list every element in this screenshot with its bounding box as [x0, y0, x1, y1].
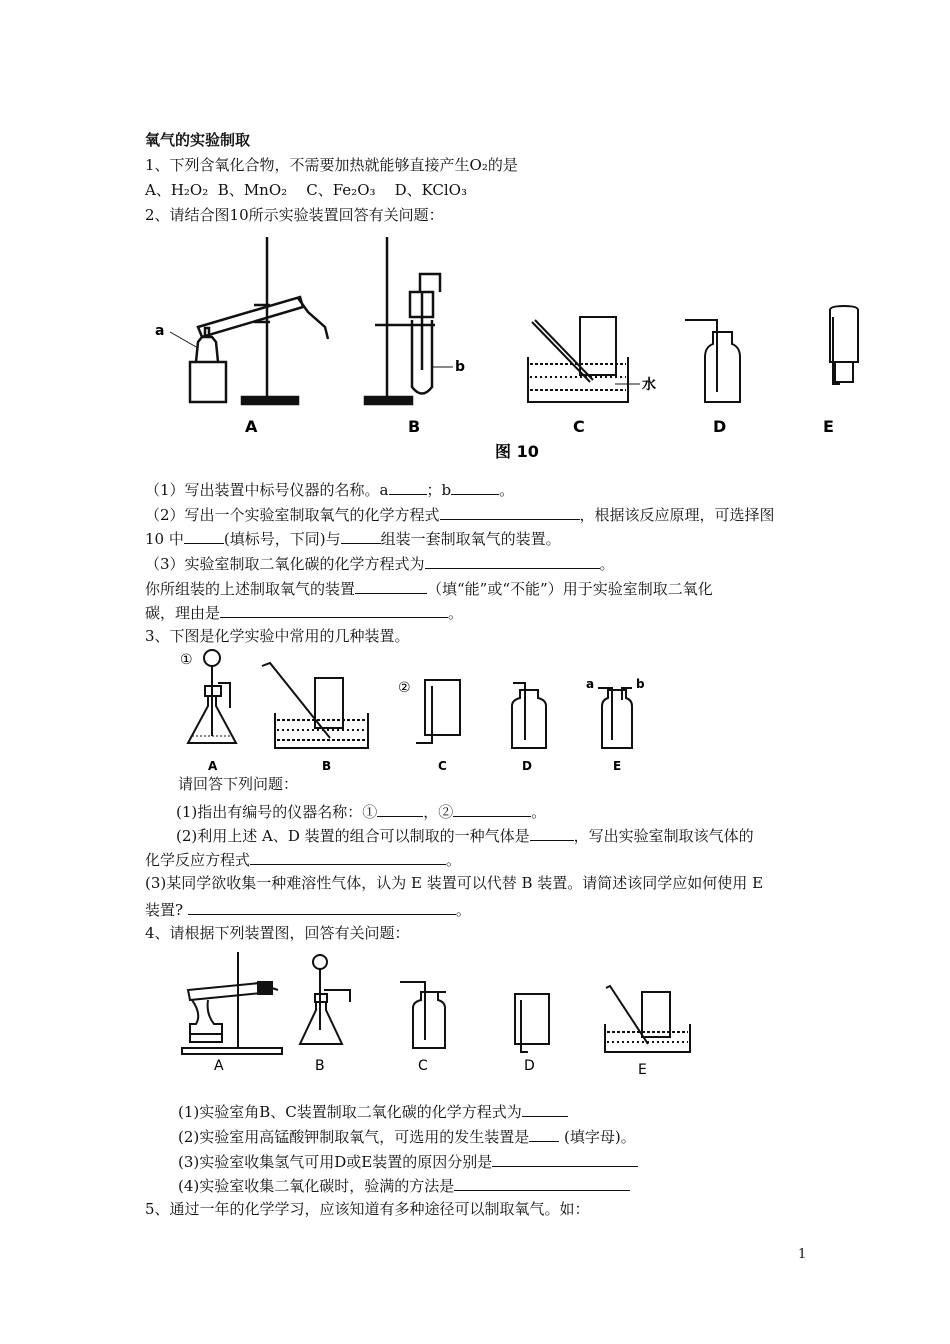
pointer-a	[170, 332, 198, 348]
q4-label-a: A	[214, 1058, 224, 1074]
blank-a[interactable]	[389, 478, 427, 495]
q1-option-b: B、MnO₂	[217, 181, 288, 199]
figure-q3	[170, 648, 690, 773]
q4-apparatus-c	[400, 982, 446, 1048]
q3-label-c: C	[438, 759, 447, 773]
q3-part2-line2: 化学反应方程式 。	[145, 848, 461, 870]
blank-q4-check-full[interactable]	[454, 1174, 630, 1191]
blank-q4-generator[interactable]	[529, 1125, 559, 1142]
page-number: 1	[798, 1247, 807, 1262]
q3-part3-line1: (3)某同学欲收集一种难溶性气体，认为 E 装置可以代替 B 装置。请简述该同学应如何使用 E	[145, 874, 764, 892]
q2-part4-line1: 你所组装的上述制取氧气的装置 （填“能”或“不能”）用于实验室制取二氧化	[145, 577, 713, 599]
q3-marker-b: b	[636, 677, 645, 691]
q3-apparatus-a	[188, 650, 236, 743]
blank-can-or-not[interactable]	[355, 577, 427, 594]
q4-stem: 4、请根据下列装置图，回答有关问题：	[145, 924, 410, 942]
figure-caption: 图 10	[495, 442, 539, 461]
blank-oxygen-equation[interactable]	[440, 503, 580, 520]
apparatus-d	[685, 320, 740, 402]
q4-label-e: E	[638, 1062, 647, 1078]
blank-b[interactable]	[451, 478, 499, 495]
q3-apparatus-c	[416, 680, 460, 743]
q3-apparatus-e	[598, 688, 632, 748]
apparatus-b	[365, 237, 440, 404]
apparatus-c	[528, 317, 640, 402]
figure-q4	[178, 952, 698, 1082]
blank-generator[interactable]	[184, 527, 224, 544]
blank-reason[interactable]	[220, 601, 448, 618]
q3-part2-line1: (2)利用上述 A、D 装置的组合可以制取的一种气体是 ，写出实验室制取该气体的	[176, 824, 754, 846]
q4-apparatus-a	[182, 952, 282, 1054]
marker-2: ②	[398, 680, 411, 696]
blank-collector[interactable]	[341, 527, 381, 544]
figure-10	[150, 232, 870, 462]
blank-instrument-2[interactable]	[453, 800, 531, 817]
q4-apparatus-b	[300, 955, 350, 1044]
q3-label-d: D	[522, 759, 532, 773]
q4-label-c: C	[418, 1058, 428, 1074]
q3-apparatus-b	[262, 663, 368, 748]
q4-label-d: D	[524, 1058, 535, 1074]
q2-stem: 2、请结合图10所示实验装置回答有关问题：	[145, 206, 444, 224]
blank-gas[interactable]	[530, 824, 574, 841]
q3-label-e: E	[613, 759, 622, 773]
page-title: 氧气的实验制取	[145, 131, 251, 149]
q1-options	[145, 180, 467, 200]
blank-q4-co2-equation[interactable]	[522, 1100, 568, 1117]
q1-option-c: C、Fe₂O₃	[306, 181, 376, 199]
q2-part3: （3）实验室制取二氧化碳的化学方程式为 。	[145, 552, 615, 574]
label-b: B	[408, 417, 421, 436]
q1-option-d: D、KClO₃	[394, 181, 467, 199]
q3-part1: (1)指出有编号的仪器名称：① ，② 。	[176, 800, 546, 822]
q5-stem: 5、通过一年的化学学习，应该知道有多种途径可以制取氧气。如：	[145, 1200, 590, 1218]
q4-part2: (2)实验室用高锰酸钾制取氧气，可选用的发生装置是 (填字母)。	[178, 1125, 636, 1147]
q1-stem: 1、下列含氧化合物，不需要加热就能够直接产生O₂的是	[145, 156, 518, 174]
q2-part1: （1）写出装置中标号仪器的名称。a ；b 。	[145, 478, 514, 500]
blank-use-e[interactable]	[188, 898, 456, 915]
q4-apparatus-d	[515, 994, 549, 1052]
q2-part2-line1: （2）写出一个实验室制取氧气的化学方程式 ，根据该反应原理，可选择图	[145, 503, 775, 525]
water-label: 水	[642, 377, 656, 393]
blank-q4-hydrogen-reason[interactable]	[492, 1150, 638, 1167]
q4-apparatus-e	[605, 986, 690, 1052]
apparatus-e	[830, 306, 858, 384]
q3-label-b: B	[322, 759, 332, 773]
q4-label-b: B	[315, 1058, 325, 1074]
blank-co2-equation[interactable]	[425, 552, 600, 569]
label-d: D	[713, 417, 727, 436]
q4-part3: (3)实验室收集氢气可用D或E装置的原因分别是	[178, 1150, 638, 1172]
q1-option-a: A、H₂O₂	[145, 181, 209, 199]
q3-part3-line2: 装置? 。	[145, 898, 471, 920]
marker-1: ①	[180, 652, 193, 668]
apparatus-a	[190, 237, 328, 404]
q4-part4: (4)实验室收集二氧化碳时，验满的方法是	[178, 1174, 630, 1196]
blank-instrument-1[interactable]	[377, 800, 423, 817]
q2-part4-line2: 碳，理由是 。	[145, 601, 463, 623]
blank-gas-equation[interactable]	[250, 848, 446, 865]
label-a: A	[245, 417, 258, 436]
label-e: E	[823, 417, 834, 436]
label-c: C	[573, 417, 585, 436]
q2-part2-line2: 10 中 (填标号，下同)与 组装一套制取氧气的装置。	[145, 527, 561, 549]
q3-intro: 请回答下列问题：	[178, 775, 299, 793]
marker-a: a	[155, 323, 165, 339]
q3-marker-a: a	[586, 677, 595, 691]
q3-apparatus-d	[512, 683, 546, 748]
q3-label-a: A	[208, 759, 218, 773]
marker-b: b	[455, 359, 466, 375]
q4-part1: (1)实验室角B、C装置制取二氧化碳的化学方程式为	[178, 1100, 568, 1122]
q3-stem: 3、下图是化学实验中常用的几种装置。	[145, 627, 410, 645]
